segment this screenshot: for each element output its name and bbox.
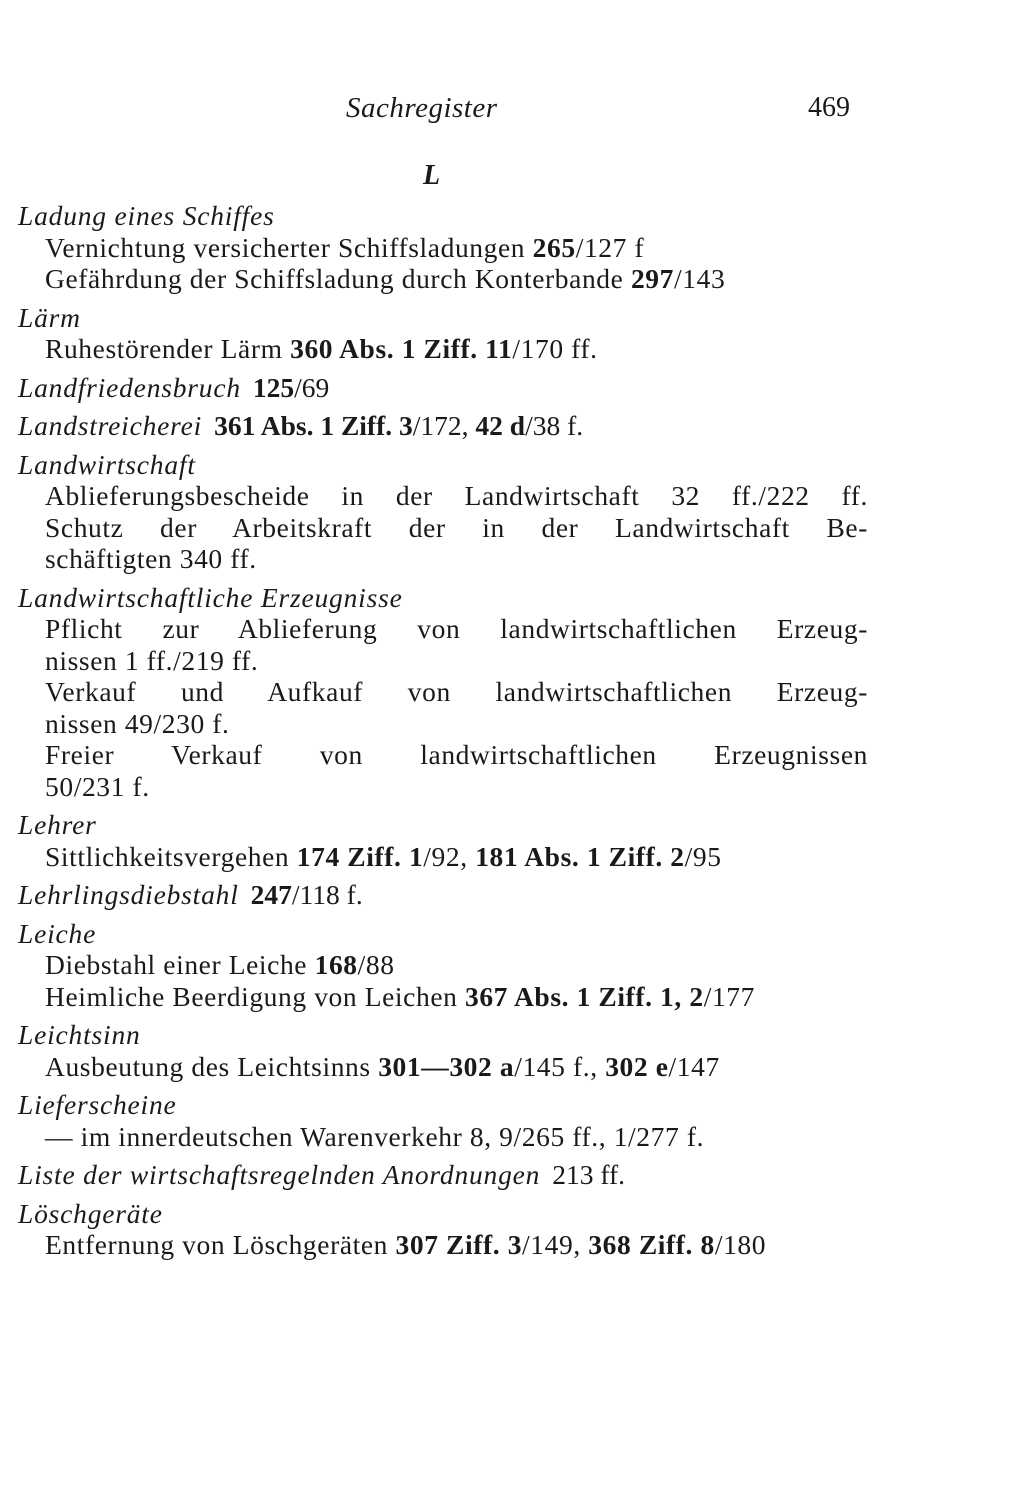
- index-entry: [18, 918, 868, 1013]
- entry-inline-reference: [251, 879, 363, 910]
- subentry-text: Ausbeutung des Leichtsinns: [45, 1050, 371, 1082]
- entry-subentry-continuation: 50/231 f.: [45, 770, 150, 802]
- subentry-text: Gefährdung der Schiffsladung durch Konterbande: [45, 263, 624, 294]
- index-entry: [18, 1019, 868, 1082]
- subentry-text: Ruhestörender Lärm: [45, 333, 283, 364]
- subentry-text: Diebstahl einer Leiche: [45, 949, 308, 980]
- entry-subentry: — im innerdeutschen Warenverkehr 8, 9/265 ff., 1/277 f.: [45, 1120, 705, 1152]
- reference-bold: 247: [250, 879, 292, 910]
- entry-subentry: Pflicht zur Ablieferung von landwirtschaftlichen Erzeug-: [45, 613, 868, 644]
- reference-bold: 368 Ziff. 8: [588, 1229, 715, 1260]
- index-entry: [18, 449, 868, 575]
- index-entry: [18, 302, 868, 365]
- entry-subentry: [18, 1229, 868, 1261]
- entry-headword: Lärm: [18, 301, 81, 333]
- reference: /170 ff.: [512, 333, 598, 364]
- entry-subentry: [18, 981, 868, 1013]
- entry-subentry: [18, 1051, 868, 1083]
- entry-subentry: Schutz der Arbeitskraft der in der Landwirtschaft Be-: [45, 511, 868, 543]
- running-head: [0, 92, 1024, 136]
- index-entry: [18, 1198, 868, 1261]
- reference-bold: 361 Abs. 1 Ziff. 3: [214, 410, 413, 441]
- entry-subentry: [18, 841, 868, 873]
- index-entry: [18, 809, 868, 872]
- running-title: Sachregister: [346, 92, 498, 124]
- reference: /145 f.,: [514, 1050, 598, 1082]
- section-letter: L: [423, 160, 441, 191]
- reference: /127 f: [575, 231, 645, 263]
- reference: /143: [674, 263, 726, 294]
- entry-headword: Leiche: [18, 917, 97, 949]
- entry-headword: Landfriedensbruch: [18, 371, 241, 403]
- entry-subentry: [18, 263, 868, 295]
- reference-bold: 174 Ziff. 1: [296, 840, 424, 872]
- reference: /177: [703, 980, 756, 1012]
- entry-subentry: [18, 333, 868, 365]
- subentry-text: Sittlichkeitsvergehen: [45, 840, 290, 872]
- reference: /172,: [412, 410, 469, 441]
- page-number: 469: [808, 92, 850, 123]
- entry-headword: Lehrer: [18, 809, 97, 840]
- reference-bold: 302 e: [605, 1050, 669, 1082]
- reference-bold: 125: [252, 371, 295, 403]
- reference: /69: [294, 371, 330, 403]
- reference: /92,: [423, 840, 468, 872]
- reference: /147: [668, 1050, 720, 1082]
- entry-subentry: Freier Verkauf von landwirtschaftlichen Erzeugnissen: [45, 739, 868, 770]
- reference-bold: 360 Abs. 1 Ziff. 11: [290, 333, 513, 364]
- entry-headword: Landwirtschaftliche Erzeugnisse: [18, 581, 403, 613]
- entry-headword: Landstreicherei: [18, 410, 203, 441]
- reference: /88: [357, 949, 395, 980]
- reference-bold: 181 Abs. 1 Ziff. 2: [475, 840, 685, 872]
- reference-bold: 301—302 a: [378, 1050, 515, 1082]
- entry-subentry: Ablieferungsbescheide in der Landwirtschaft 32 ff./222 ff.: [45, 480, 868, 511]
- entry-inline-reference: [253, 372, 329, 403]
- entry-headword: Löschgeräte: [18, 1197, 163, 1229]
- reference: /38 f.: [525, 410, 584, 441]
- subentry-text: Vernichtung versicherter Schiffsladungen: [45, 231, 526, 263]
- reference-bold: 307 Ziff. 3: [395, 1229, 523, 1260]
- entry-headword: Lehrlingsdiebstahl: [18, 879, 239, 910]
- reference: /180: [714, 1229, 767, 1260]
- index-entry: [18, 879, 868, 911]
- subentry-text: Heimliche Beerdigung von Leichen: [45, 980, 458, 1012]
- reference: /118 f.: [291, 879, 363, 910]
- reference-bold: 168: [314, 949, 358, 980]
- entry-subentry: Verkauf und Aufkauf von landwirtschaftlichen Erzeug-: [45, 676, 868, 707]
- entry-inline-reference: [214, 410, 583, 441]
- entry-inline-reference: 213 ff.: [552, 1159, 626, 1190]
- reference-bold: 297: [630, 263, 674, 294]
- entry-subentry: [18, 232, 868, 264]
- reference: /149,: [522, 1229, 581, 1260]
- entry-subentry-continuation: nissen 1 ff./219 ff.: [45, 644, 259, 676]
- entry-headword: Landwirtschaft: [18, 448, 196, 480]
- reference-bold: 367 Abs. 1 Ziff. 1, 2: [464, 980, 704, 1012]
- index-entry: [18, 200, 868, 295]
- index-list: [18, 200, 868, 1268]
- index-entry: [18, 410, 868, 442]
- subentry-text: Entfernung von Löschgeräten: [45, 1229, 389, 1260]
- index-entry: [18, 1159, 868, 1191]
- entry-headword: Lieferscheine: [18, 1089, 177, 1120]
- entry-headword: Ladung eines Schiffes: [18, 200, 275, 231]
- reference-bold: 42 d: [475, 410, 526, 441]
- index-entry: [18, 582, 868, 803]
- entry-subentry-continuation: nissen 49/230 f.: [45, 707, 230, 739]
- index-entry: [18, 1089, 868, 1152]
- entry-subentry: [18, 949, 868, 981]
- reference: /95: [684, 840, 722, 872]
- entry-headword: Leichtsinn: [18, 1019, 141, 1050]
- entry-subentry-continuation: schäftigten 340 ff.: [45, 543, 257, 574]
- reference-bold: 265: [532, 231, 576, 263]
- entry-headword: Liste der wirtschaftsregelnden Anordnungen: [18, 1159, 541, 1190]
- index-entry: [18, 372, 868, 404]
